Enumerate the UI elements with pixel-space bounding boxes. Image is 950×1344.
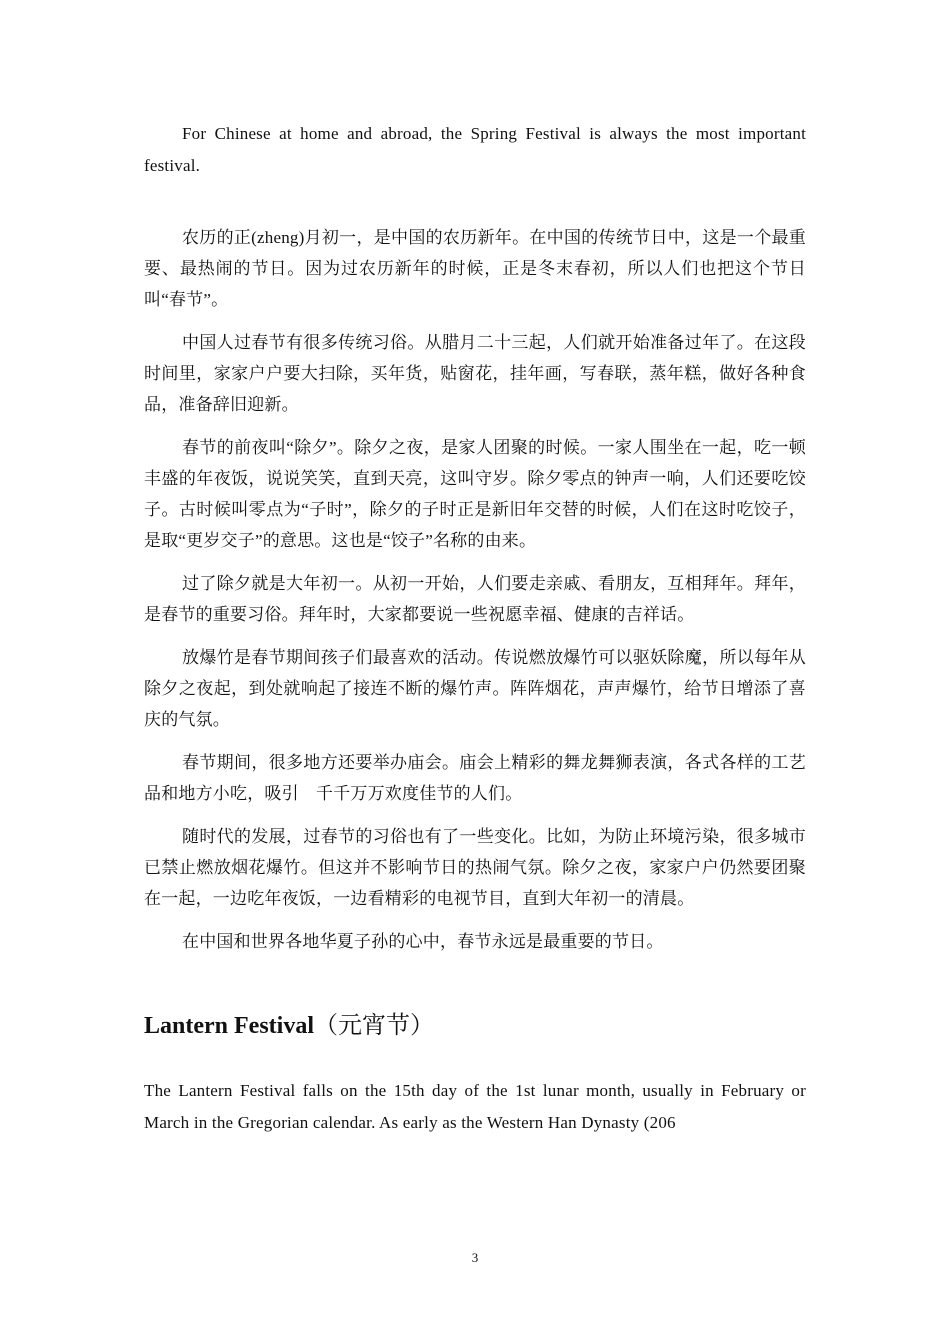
- heading-english: Lantern Festival: [144, 1013, 314, 1039]
- paragraph-new-year: 农历的正(zheng)月初一，是中国的农历新年。在中国的传统节日中，这是一个最重要、最热闹的节日。因为过农历新年的时候，正是冬末春初，所以人们也把这个节日叫“春节”。: [144, 228, 806, 309]
- paragraph-conclusion: 在中国和世界各地华夏子孙的心中，春节永远是最重要的节日。: [182, 932, 664, 951]
- intro-paragraph: For Chinese at home and abroad, the Spring Festival is always the most important festival.: [144, 124, 806, 175]
- paragraph-new-years-eve: 春节的前夜叫“除夕”。除夕之夜，是家人团聚的时候。一家人围坐在一起，吃一顿丰盛的年夜饭，说说笑笑，直到天亮，这叫守岁。除夕零点的钟声一响，人们还要吃饺子。古时候叫零点为“子时”，除夕的子时正是新旧年交替的时候，人们在这时吃饺子，是取“更岁交子”的意思。这也是“饺子”名称的由来。: [144, 438, 806, 550]
- paragraph-changes: 随时代的发展，过春节的习俗也有了一些变化。比如，为防止环境污染，很多城市已禁止燃放烟花爆竹。但这并不影响节日的热闹气氛。除夕之夜，家家户户仍然要团聚在一起，一边吃年夜饭，一边看精彩的电视节目，直到大年初一的清晨。: [144, 827, 806, 908]
- section-heading: [144, 1009, 806, 1043]
- paragraph-first-day: 过了除夕就是大年初一。从初一开始，人们要走亲戚、看朋友，互相拜年。拜年，是春节的重要习俗。拜年时，大家都要说一些祝愿幸福、健康的吉祥话。: [144, 574, 806, 624]
- document-page: [144, 118, 806, 1139]
- paragraph-firecrackers: 放爆竹是春节期间孩子们最喜欢的活动。传说燃放爆竹可以驱妖除魔，所以每年从除夕之夜起，到处就响起了接连不断的爆竹声。阵阵烟花，声声爆竹，给节日增添了喜庆的气氛。: [144, 648, 806, 729]
- paragraph-temple-fair: 春节期间，很多地方还要举办庙会。庙会上精彩的舞龙舞狮表演，各式各样的工艺品和地方小吃，吸引 千千万万欢度佳节的人们。: [144, 753, 806, 803]
- heading-chinese: （元宵节）: [313, 1013, 434, 1039]
- lantern-paragraph: The Lantern Festival falls on the 15th day of the 1st lunar month, usually in February or March in the Gregorian calendar. As early as the Western Han Dynasty (206: [144, 1081, 806, 1132]
- paragraph-customs: 中国人过春节有很多传统习俗。从腊月二十三起，人们就开始准备过年了。在这段时间里，家家户户要大扫除，买年货，贴窗花，挂年画，写春联，蒸年糕，做好各种食品，准备辞旧迎新。: [144, 333, 806, 414]
- page-number: 3: [471, 1250, 479, 1265]
